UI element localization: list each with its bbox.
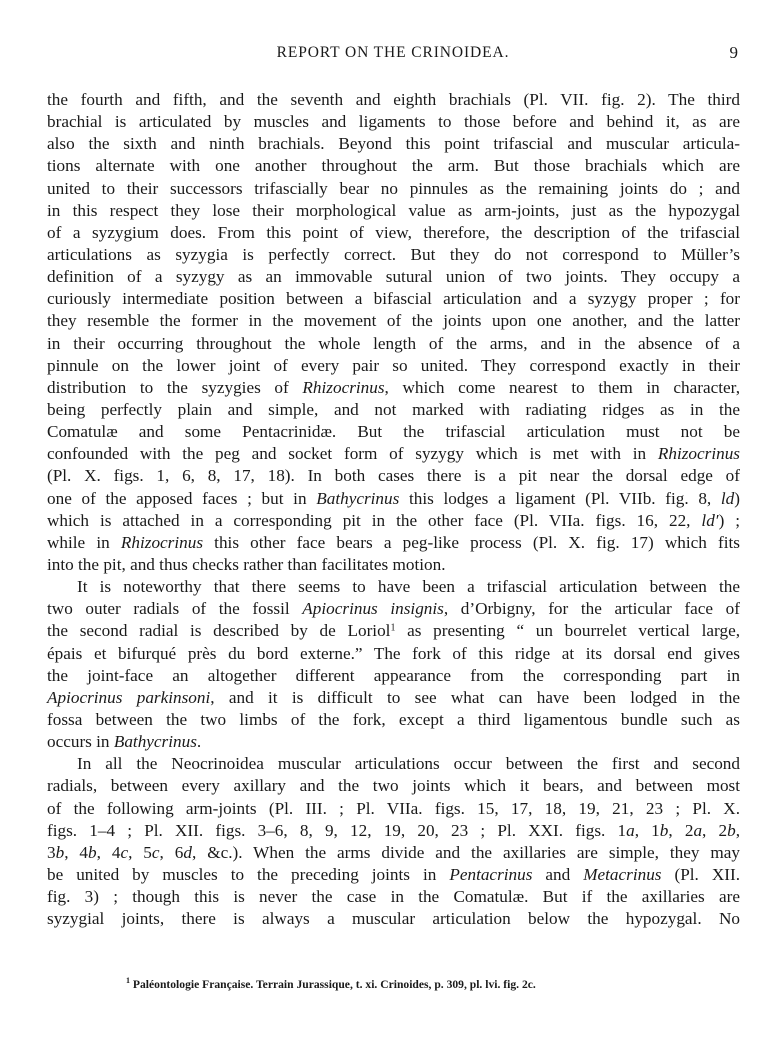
italic-text: b [55,842,65,862]
text-run: they resemble the former in the movement of the joints upon one another, and the latter [47,311,740,331]
italic-text: a [626,820,635,840]
text-run: while in [47,532,121,552]
text-run: In all the Neocrinoidea muscular articulations occur between the first and second [77,754,740,774]
italic-text: ld [720,488,735,508]
text-line [47,665,740,687]
italic-text: Rhizocrinus [120,532,204,552]
text-run: , which come nearest to them in character, [384,377,740,397]
text-run: , 4 [96,842,121,862]
text-line [47,155,740,177]
text-line [47,532,740,554]
text-run: épais et bifurqué près du bord externe.” The fork of this ridge at its dorsal end gives [47,643,740,663]
text-line [47,244,740,266]
italic-text: ld′ [701,510,719,530]
text-run: , 2 [702,820,728,840]
text-line [47,488,740,510]
text-line [47,598,740,620]
italic-text: c [151,842,160,862]
text-run: occurs in [47,732,114,752]
text-run: ) ; [718,510,741,530]
italic-text: Apiocrinus insignis [302,599,444,619]
text-run: Paléontologie Française. Terrain Jurassique, t. xi. Crinoides, p. 309, pl. lvi. fig. 2c. [130,978,536,991]
italic-text: a [693,820,703,840]
body-text [47,89,740,930]
text-run: curiously intermediate position between a bifascial articulation and a syzygy proper ; for [47,289,740,309]
text-run: radials, between every axillary and the two joints which it bears, and between most [47,776,740,796]
italic-text: b [88,842,97,862]
text-run: , &c.). When the arms divide and the axillaries are simple, they may [191,842,741,862]
page-header [48,44,738,68]
text-run: being perfectly plain and simple, and not marked with radiating ridges as in the [47,399,740,419]
text-line [47,886,740,908]
footnote-reference: 1 [390,622,396,634]
text-run: as presenting “ un bourrelet vertical large, [395,621,740,641]
text-line [47,222,740,244]
text-line [47,643,740,665]
text-run: 3 [47,842,56,862]
text-run: one of the apposed faces ; but in [47,488,317,508]
text-run: which is attached in a corresponding pit in the other face (Pl. VIIa. figs. 16, 22, [47,510,702,530]
text-run: tions alternate with one another throughout the arm. But those brachials which are [47,156,740,176]
text-line [47,864,740,886]
text-run: fig. 3) ; though this is never the case in the Comatulæ. But if the axillaries are [47,887,740,907]
text-run: (Pl. XII. [661,864,740,884]
page-number: 9 [729,43,738,62]
text-run: articulations as syzygia is perfectly correct. But they do not correspond to Müller’s [47,244,740,264]
text-line [47,399,740,421]
text-line [47,798,740,820]
footnote [126,978,536,991]
text-line [47,200,740,222]
text-run: distribution to the syzygies of [47,377,303,397]
text-line [47,908,740,930]
text-line [47,731,740,753]
text-run: confounded with the peg and socket form of syzygy which is met with in [47,444,658,464]
text-line [47,620,740,642]
text-line [47,111,740,133]
text-run: the second radial is described by de Loriol [47,621,391,641]
text-line [47,133,740,155]
italic-text: Bathycrinus [113,732,197,752]
text-run: also the sixth and ninth brachials. Beyond this point trifascial and muscular articula- [47,134,740,154]
running-head: REPORT ON THE CRINOIDEA. [276,44,510,61]
text-run: brachial is articulated by muscles and ligaments to those before and behind it, as are [47,112,740,132]
text-line [47,576,740,598]
text-run: united to their successors trifascially bear no pinnules as the remaining joints do ; and [47,178,740,198]
italic-text: b [727,820,736,840]
italic-text: Bathycrinus [316,488,400,508]
italic-text: Rhizocrinus [302,377,385,397]
text-line [47,554,740,576]
text-line [47,775,740,797]
text-run: of the following arm-joints (Pl. III. ; Pl. VIIa. figs. 15, 17, 18, 19, 21, 23 ; Pl. X. [47,798,740,818]
text-run: ) [734,488,740,508]
text-run: pinnule on the lower joint of every pair so united. They correspond exactly in their [47,355,740,375]
text-line [47,753,740,775]
text-line [47,178,740,200]
text-line [47,377,740,399]
text-line [47,820,740,842]
text-line [47,333,740,355]
text-run: be united by muscles to the preceding joints in [47,864,450,884]
text-line [47,421,740,443]
text-line [47,288,740,310]
text-run: and [532,864,584,884]
text-line [47,465,740,487]
text-run: syzygial joints, there is always a muscular articulation below the hypozygal. No [47,909,740,929]
text-run: figs. 1–4 ; Pl. XII. figs. 3–6, 8, 9, 12, 19, 20, 23 ; Pl. XXI. figs. 1 [47,820,627,840]
text-run: , 1 [634,820,660,840]
text-run: this lodges a ligament (Pl. VIIb. fig. 8, [399,488,721,508]
italic-text: d [183,842,192,862]
text-run: into the pit, and thus checks rather than facilitates motion. [47,554,446,574]
italic-text: Rhizocrinus [657,444,740,464]
text-run: , 5 [128,842,152,862]
italic-text: Apiocrinus parkinsoni [47,687,211,707]
text-line [47,687,740,709]
text-run: , [735,820,740,840]
text-run: this other face bears a peg-like process (Pl. X. fig. 17) which fits [203,532,740,552]
italic-text: b [659,820,669,840]
text-run: , 4 [64,842,89,862]
text-line [47,310,740,332]
text-line [47,510,740,532]
text-run: Comatulæ and some Pentacrinidæ. But the trifascial articulation must not be [47,422,740,442]
text-run: definition of a syzygy as an immovable sutural union of two joints. They occupy a [47,267,740,287]
text-run: the fourth and fifth, and the seventh and eighth brachials (Pl. VII. fig. 2). The third [47,90,740,109]
text-run: . [196,732,202,752]
text-run: the joint-face an altogether different appearance from the corresponding part in [47,665,740,685]
text-line [47,89,740,111]
text-run: , 2 [668,820,694,840]
italic-text: c [120,842,129,862]
text-run: in their occurring throughout the whole length of the arms, and in the absence of a [47,333,740,353]
text-run: (Pl. X. figs. 1, 6, 8, 17, 18). In both cases there is a pit near the dorsal edge of [47,466,740,486]
text-line [47,842,740,864]
text-line [47,709,740,731]
text-run: It is noteworthy that there seems to have been a trifascial articulation between the [77,577,740,597]
footnote-reference: 1 [126,976,130,986]
text-line [47,443,740,465]
italic-text: Metacrinus [583,864,662,884]
text-run: in this respect they lose their morphological value as arm-joints, just as the hypozygal [47,200,740,220]
text-line [47,266,740,288]
text-run: two outer radials of the fossil [47,599,303,619]
text-run: , d’Orbigny, for the articular face of [443,599,740,619]
italic-text: Pentacrinus [449,864,533,884]
text-run: of a syzygium does. From this point of view, therefore, the description of the trifascial [47,222,740,242]
text-line [47,355,740,377]
text-run: fossa between the two limbs of the fork, except a third ligamentous bundle such as [47,709,740,729]
text-run: , and it is difficult to see what can have been lodged in the [210,687,740,707]
text-run: , 6 [159,842,184,862]
